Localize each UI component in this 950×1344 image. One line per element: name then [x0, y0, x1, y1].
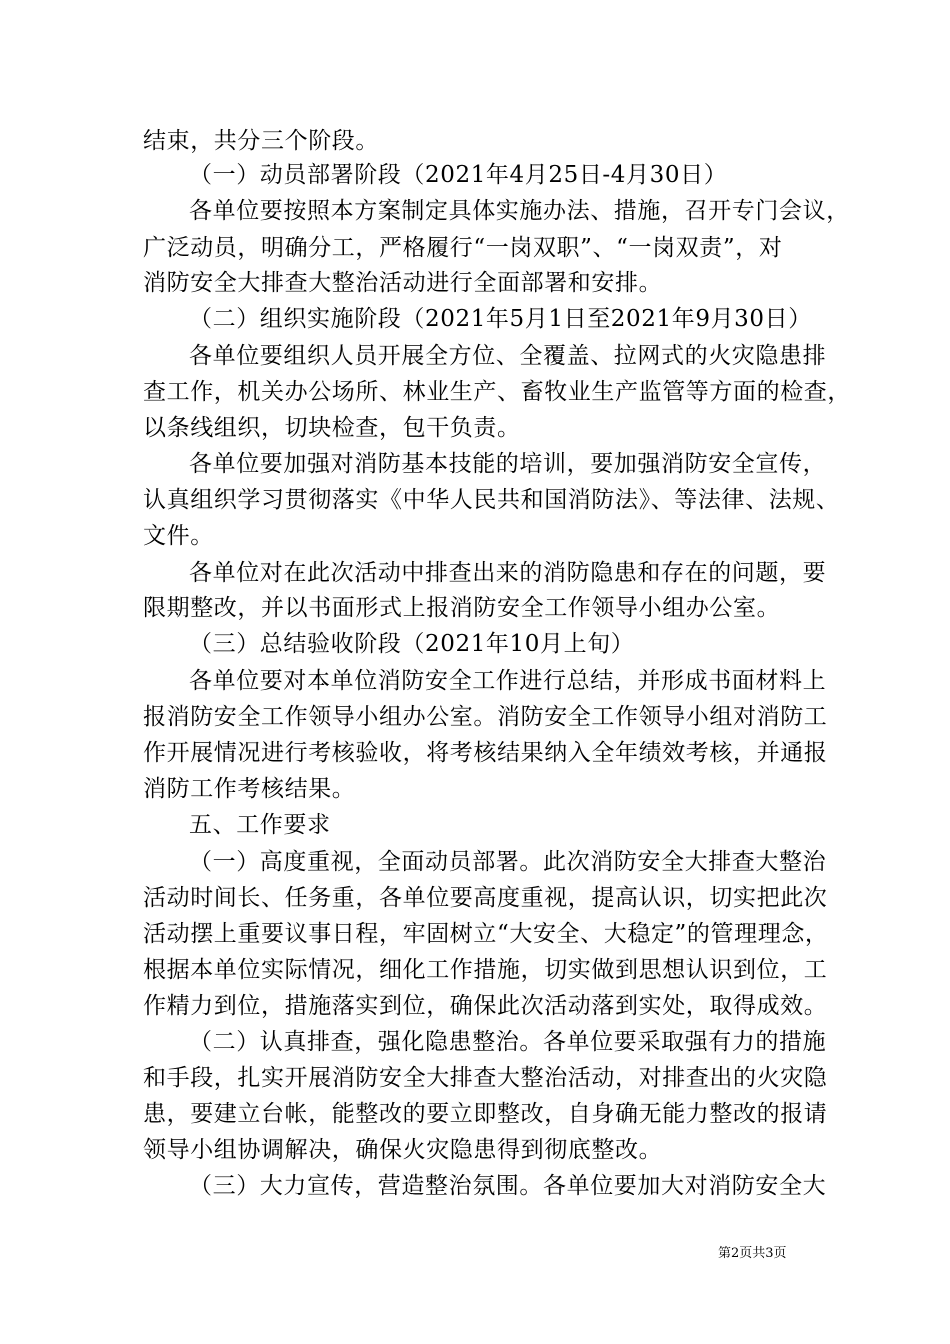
paragraph-line: 作精力到位，措施落实到位，确保此次活动落到实处，取得成效。 — [143, 993, 828, 1019]
paragraph-line: 作开展情况进行考核验收，将考核结果纳入全年绩效考核，并通报 — [143, 740, 828, 766]
paragraph-line: （二）认真排查，强化隐患整治。各单位要采取强有力的措施 — [189, 1029, 827, 1055]
section-heading: （一）动员部署阶段（2021年4月25日-4月30日） — [189, 162, 728, 188]
paragraph-line: 消防安全大排查大整治活动进行全面部署和安排。 — [143, 270, 663, 296]
section-heading: （三）总结验收阶段（2021年10月上旬） — [189, 631, 635, 657]
paragraph-line: 各单位要按照本方案制定具体实施办法、措施，召开专门会议， — [189, 198, 850, 224]
paragraph-line: 活动摆上重要议事日程，牢固树立“大安全、大稳定”的管理理念， — [143, 921, 829, 947]
paragraph-line: 各单位要对本单位消防安全工作进行总结，并形成书面材料上 — [189, 668, 827, 694]
paragraph-line: 消防工作考核结果。 — [143, 776, 356, 802]
paragraph-line: 以条线组织，切块检查，包干负责。 — [143, 415, 521, 441]
paragraph-line: 查工作，机关办公场所、林业生产、畜牧业生产监管等方面的检查， — [143, 379, 851, 405]
paragraph-line: 文件。 — [143, 523, 214, 549]
paragraph-line: 广泛动员，明确分工，严格履行“一岗双职”、“一岗双责”，对 — [143, 235, 783, 261]
paragraph-line: 根据本单位实际情况，细化工作措施，切实做到思想认识到位，工 — [143, 957, 828, 983]
section-heading: （二）组织实施阶段（2021年5月1日至2021年9月30日） — [189, 306, 812, 332]
page-number-footer: 第2页共3页 — [718, 1246, 787, 1261]
paragraph-line: 活动时间长、任务重，各单位要高度重视，提高认识，切实把此次 — [143, 885, 828, 911]
paragraph-line: 领导小组协调解决，确保火灾隐患得到彻底整改。 — [143, 1137, 663, 1163]
paragraph-line: 患，要建立台帐，能整改的要立即整改，自身确无能力整改的报请 — [143, 1101, 828, 1127]
paragraph-line: （三）大力宣传，营造整治氛围。各单位要加大对消防安全大 — [189, 1173, 827, 1199]
paragraph-line: 各单位要组织人员开展全方位、全覆盖、拉网式的火灾隐患排 — [189, 343, 827, 369]
paragraph-line: 各单位要加强对消防基本技能的培训，要加强消防安全宣传， — [189, 451, 827, 477]
paragraph-line: 限期整改，并以书面形式上报消防安全工作领导小组办公室。 — [143, 595, 781, 621]
paragraph-line: 报消防安全工作领导小组办公室。消防安全工作领导小组对消防工 — [143, 704, 828, 730]
paragraph-line: （一）高度重视，全面动员部署。此次消防安全大排查大整治 — [189, 849, 827, 875]
paragraph-line: 各单位对在此次活动中排查出来的消防隐患和存在的问题，要 — [189, 560, 827, 586]
paragraph-line: 和手段，扎实开展消防安全大排查大整治活动，对排查出的火灾隐 — [143, 1065, 828, 1091]
paragraph-line: 结束，共分三个阶段。 — [143, 128, 379, 154]
paragraph-line: 认真组织学习贯彻落实《中华人民共和国消防法》、等法律、法规、 — [143, 487, 840, 513]
section-heading: 五、工作要求 — [189, 812, 331, 838]
